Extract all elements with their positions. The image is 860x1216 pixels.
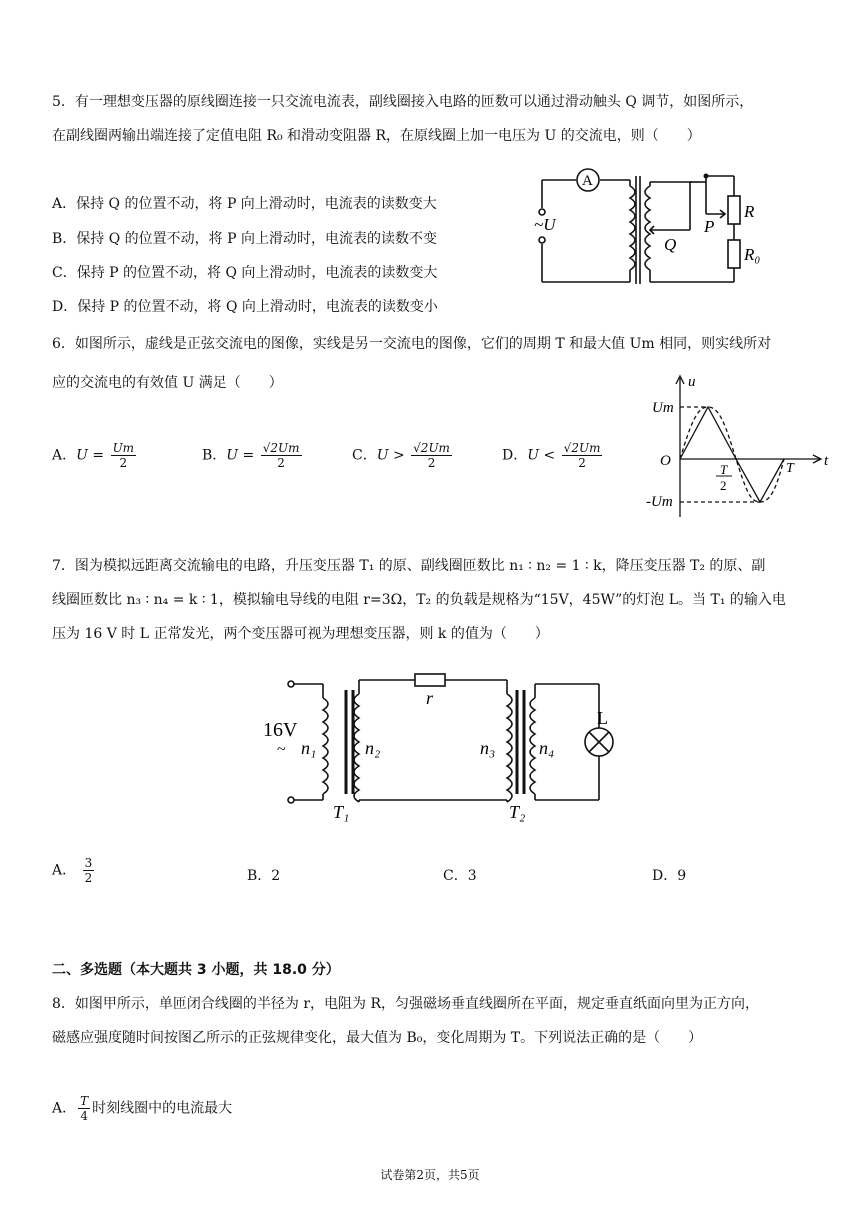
q7-n3-label: n₃ — [480, 738, 496, 758]
q5-option-a: A．保持 Q 的位置不动，将 P 向上滑动时，电流表的读数变大 — [52, 196, 437, 212]
q6-origin-label: O — [660, 453, 671, 469]
q7-option-a-prefix: A． — [52, 862, 77, 879]
q6-option-a-den: 2 — [119, 456, 128, 470]
q8-option-a-num: T — [80, 1094, 89, 1108]
page-footer: 试卷第2页，共5页 — [380, 1168, 480, 1182]
q7-option-d: D．9 — [652, 868, 687, 884]
q7-n2-label: n₂ — [365, 738, 381, 758]
q6-waveform-graph — [646, 372, 840, 522]
q6-option-a-fraction — [111, 441, 137, 470]
q6-option-d-lhs: U < — [527, 447, 556, 464]
q8-stem-line1: 8．如图甲所示，单匝闭合线圈的半径为 r，电阻为 R，匀强磁场垂直线圈所在平面，规定垂直纸面向里为正方向， — [52, 996, 760, 1012]
q7-stem-line3: 压为 16 V 时 L 正常发光，两个变压器可视为理想变压器，则 k 的值为（ ） — [52, 626, 549, 642]
q6-period-label: T — [786, 461, 794, 476]
q6-option-a-lhs: U = — [76, 447, 105, 464]
q6-neg-um-label: -Um — [646, 494, 673, 510]
q5-stem-line2: 在副线圈两输出端连接了定值电阻 R₀ 和滑动变阻器 R，在原线圈上加一电压为 U 的交流电，则（ ） — [52, 128, 701, 144]
q6-option-c-lhs: U > — [376, 447, 405, 464]
q6-option-c-prefix: C． — [352, 447, 377, 464]
q5-option-c: C．保持 P 的位置不动，将 Q 向上滑动时，电流表的读数变大 — [52, 265, 438, 281]
q5-r-label: R — [744, 202, 755, 221]
q7-stem-line2: 线圈匝数比 n₃ ∶ n₄ = k ∶ 1，模拟输电导线的电阻 r=3Ω，T₂ 的负载是规格为“15V，45W”的灯泡 L。当 T₁ 的输入电 — [52, 592, 786, 608]
q7-option-a-num: 3 — [84, 856, 93, 870]
q7-t1-label: T₁ — [333, 802, 350, 822]
q7-n1-label: n₁ — [301, 738, 317, 758]
section-heading-multiple-choice: 二、多选题（本大题共 3 小题，共 18.0 分） — [52, 962, 340, 978]
q6-option-d-num: √2Um — [563, 441, 601, 455]
q7-n4-label: n₄ — [539, 738, 555, 758]
q7-lamp-label: L — [597, 708, 608, 728]
q6-option-b-lhs: U = — [226, 447, 255, 464]
q6-option-b-fraction — [261, 441, 302, 470]
q8-option-a-text: 时刻线圈中的电流最大 — [92, 1100, 233, 1117]
q6-stem-line1: 6．如图所示，虚线是正弦交流电的图像，实线是另一交流电的图像，它们的周期 T 和最大值 Um 相同，则实线所对 — [52, 336, 772, 352]
q8-option-a — [52, 1094, 232, 1134]
q7-voltage-label: 16V — [263, 719, 298, 741]
q6-option-b-prefix: B． — [202, 447, 227, 464]
q6-option-d-den: 2 — [578, 456, 586, 470]
q5-stem-line1: 5．有一理想变压器的原线圈连接一只交流电流表，副线圈接入电路的匝数可以通过滑动触头 Q 调节，如图所示， — [52, 94, 754, 110]
q6-t-axis-label: t — [824, 453, 829, 469]
q5-r0-label: R₀ — [744, 245, 761, 264]
q6-half-t-num: T — [720, 462, 728, 477]
q6-option-b — [202, 441, 304, 481]
q6-option-c-fraction — [411, 441, 452, 470]
q6-u-axis-label: u — [688, 374, 696, 390]
q5-ammeter-label: A — [582, 173, 593, 189]
q6-option-a-num: Um — [112, 441, 135, 455]
q5-source-label: ~U — [534, 215, 556, 234]
q7-option-a-den: 2 — [84, 871, 93, 885]
q7-r-label: r — [426, 688, 434, 708]
q8-option-a-den: 4 — [80, 1109, 88, 1123]
q6-option-b-num: √2Um — [262, 441, 300, 455]
q6-option-a — [52, 441, 138, 481]
q6-option-c — [352, 441, 454, 481]
q6-option-b-den: 2 — [277, 456, 285, 470]
q7-stem-line1: 7．图为模拟远距离交流输电的电路，升压变压器 T₁ 的原、副线圈匝数比 n₁ ∶ n₂ = 1 ∶ k，降压变压器 T₂ 的原、副 — [52, 558, 766, 574]
q6-option-a-prefix: A． — [52, 447, 77, 464]
q7-transmission-circuit — [255, 672, 615, 822]
q7-option-b: B．2 — [247, 868, 281, 884]
q7-ac-symbol: ~ — [277, 741, 286, 758]
q6-option-c-den: 2 — [427, 456, 436, 470]
q7-option-a — [52, 856, 96, 896]
q6-um-label: Um — [652, 400, 674, 416]
q6-half-t-den: 2 — [720, 478, 727, 493]
q5-option-b: B．保持 Q 的位置不动，将 P 向上滑动时，电流表的读数不变 — [52, 231, 437, 247]
q5-p-label: P — [704, 217, 715, 236]
q7-option-a-fraction — [83, 856, 95, 885]
q8-stem-line2: 磁感应强度随时间按图乙所示的正弦规律变化，最大值为 B₀，变化周期为 T。下列说法正确的是（ ） — [52, 1030, 703, 1046]
q5-option-d: D．保持 P 的位置不动，将 Q 向上滑动时，电流表的读数变小 — [52, 299, 438, 315]
q6-option-d — [502, 441, 604, 481]
q6-stem-line2: 应的交流电的有效值 U 满足（ ） — [52, 375, 283, 391]
q5-transformer-circuit — [520, 162, 780, 292]
q8-option-a-fraction — [78, 1094, 90, 1123]
q6-option-c-num: √2Um — [413, 441, 450, 455]
q6-option-d-fraction — [562, 441, 603, 470]
q7-option-c: C．3 — [443, 868, 477, 884]
q8-option-a-prefix: A． — [52, 1100, 77, 1117]
q7-t2-label: T₂ — [509, 802, 526, 822]
q6-option-d-prefix: D． — [502, 447, 528, 464]
q5-q-label: Q — [664, 235, 677, 254]
